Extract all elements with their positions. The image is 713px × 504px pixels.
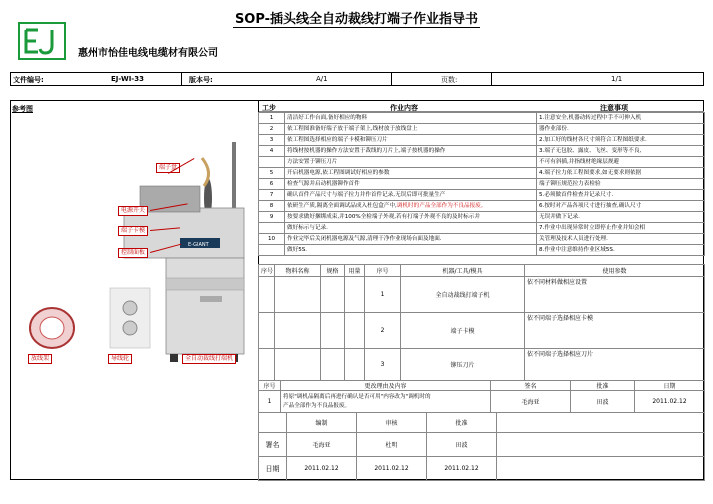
machine-illustration: [20, 118, 256, 368]
signoff-author: 毛海亚: [287, 433, 357, 457]
step-row: 9 按要求做好捆绑成束,并100%全检端子外观,若有打端子外观不良的及时标示并: [259, 212, 537, 223]
step-row: 做好5S.: [259, 245, 537, 256]
step-row: 2 依工程图准备好端子放于端子架上,线材放于放线盘上: [259, 124, 537, 135]
note-line: 3.端子无包胶、露皮、飞丝、变形等不良,: [537, 146, 705, 157]
tool-row: 3 铆压刀片 依不同端子选择相应刀片: [259, 349, 705, 381]
document-title: SOP-插头线全自动裁线打端子作业指导书: [234, 12, 479, 27]
step-row: 8 依研生产质,隔离全面调试品成入杜包盒产中,调机时的产品全部作为不良品报废。: [259, 201, 537, 212]
note-line: 5.必须做首件检查并记录尺寸.: [537, 190, 705, 201]
change-row: 1 将原"调机品隔离后再进行确认是否可用"内容改为"调机时的 产品全部作为不良品报废。 毛海亚 田波 2011.02.12: [259, 391, 705, 413]
pages-label: 页数:: [441, 76, 458, 84]
step-row: 1 清洁好工作台面,备好相应的物料: [259, 113, 537, 124]
version-label: 版本号:: [189, 76, 213, 84]
note-line: 器作业部份.: [537, 124, 705, 135]
step-row: 7 确认首件产品尺寸与端子拉力并作首件记录,无误后即可批量生产: [259, 190, 537, 201]
step-row: 5 开启机器电源,依工程图调试好相应的参数: [259, 168, 537, 179]
note-line: 关管理及技术人员进行处理.: [537, 234, 705, 245]
signoff-approver: 田波: [427, 433, 497, 457]
label-terminal-tray: 端子盘: [156, 163, 180, 173]
step-row: 方法安置于铆压刀片: [259, 157, 537, 168]
step-row: 6 检查气源并启动机器铆作首件: [259, 179, 537, 190]
note-line: 8.作业中注意维持作业区域5S.: [537, 245, 705, 256]
content-heading: 作业内容: [390, 104, 418, 112]
note-line: 不可有斜插,并指线材绝缘层规避: [537, 157, 705, 168]
step-row: 做好标示与记录.: [259, 223, 537, 234]
label-control-panel: 控制面板: [118, 248, 148, 258]
version-value: A/1: [316, 75, 328, 83]
file-no-label: 文件编号:: [13, 76, 44, 84]
note-line: 6.按时对产品各项尺寸进行抽查,确认尺寸: [537, 201, 705, 212]
step-row: 4 将线材按机器的操作方法安置于裁线的刀片上,端子按机器的操作: [259, 146, 537, 157]
change-log-table: 序号 更改理由及内容 签名 批准 日期 1 将原"调机品隔离后再进行确认是否可用"内容改为"调机时的 产品全部作为不良品报废。 毛海亚 田波 2011.02.12: [258, 380, 705, 413]
company-logo: [18, 22, 66, 60]
note-line: 1.注意安全,机器动转过程中手不可伸入机: [537, 113, 705, 124]
label-machine: 全自动裁线打端机: [182, 354, 236, 364]
note-line: 端子铆压规范拉力表检验: [537, 179, 705, 190]
note-line: 7.作业中出现异常时立即停止作业并知会相: [537, 223, 705, 234]
notes-table: [536, 112, 705, 256]
notes-heading: 注意事项: [600, 104, 628, 112]
pages-value: 1/1: [611, 75, 623, 83]
label-terminal-die: 端子卡模: [118, 226, 148, 236]
step-heading: 工步: [262, 104, 276, 112]
tool-row: 1 全自动裁线打端子机 依不同材料做相应设置: [259, 277, 705, 313]
note-line: 4.端子拉力依工程图要求,如无要求则依据: [537, 168, 705, 179]
file-no-value: EJ-WI-33: [111, 75, 144, 83]
reference-heading: 参考图: [12, 105, 33, 113]
note-line: 无误并做下记录.: [537, 212, 705, 223]
steps-table: [258, 112, 537, 256]
label-power-switch: 电源开关: [118, 206, 148, 216]
tool-row: 2 端子卡模 依不同端子选择相应卡模: [259, 313, 705, 349]
step-row: 3 依工程图选择相应的端子卡模和铆压刀片: [259, 135, 537, 146]
header-row: [10, 72, 704, 86]
company-name: 惠州市怡佳电线电缆材有限公司: [78, 48, 218, 59]
label-wire-guide: 导线轮: [108, 354, 132, 364]
signoff-table: 编制 审核 批准 署名 毛海亚 杜明 田波 日期 2011.02.12 2011.02.12 2011.02.12: [258, 412, 705, 481]
label-wire-rack: 放线架: [28, 354, 52, 364]
signoff-reviewer: 杜明: [357, 433, 427, 457]
materials-tools-table: 序号 物料名称 规格 用量 序号 机器/工具/模具 使用参数 1 全自动裁线打端子机 依不同材料做相应设置 2 端子卡模 依不同端子选择相应卡模 3 铆压刀片 依不同端子选择相应刀片: [258, 264, 705, 381]
machine-brand: E-GIANT: [188, 242, 209, 248]
step-row: 10 作业完毕后关闭机器电源及气源,清理干净作业现场台面及地面.: [259, 234, 537, 245]
warning-text: 调机时的产品全部作为不良品报废。: [396, 203, 487, 209]
note-line: 2.加工好的线材各尺寸须符合工程图纸要求.: [537, 135, 705, 146]
